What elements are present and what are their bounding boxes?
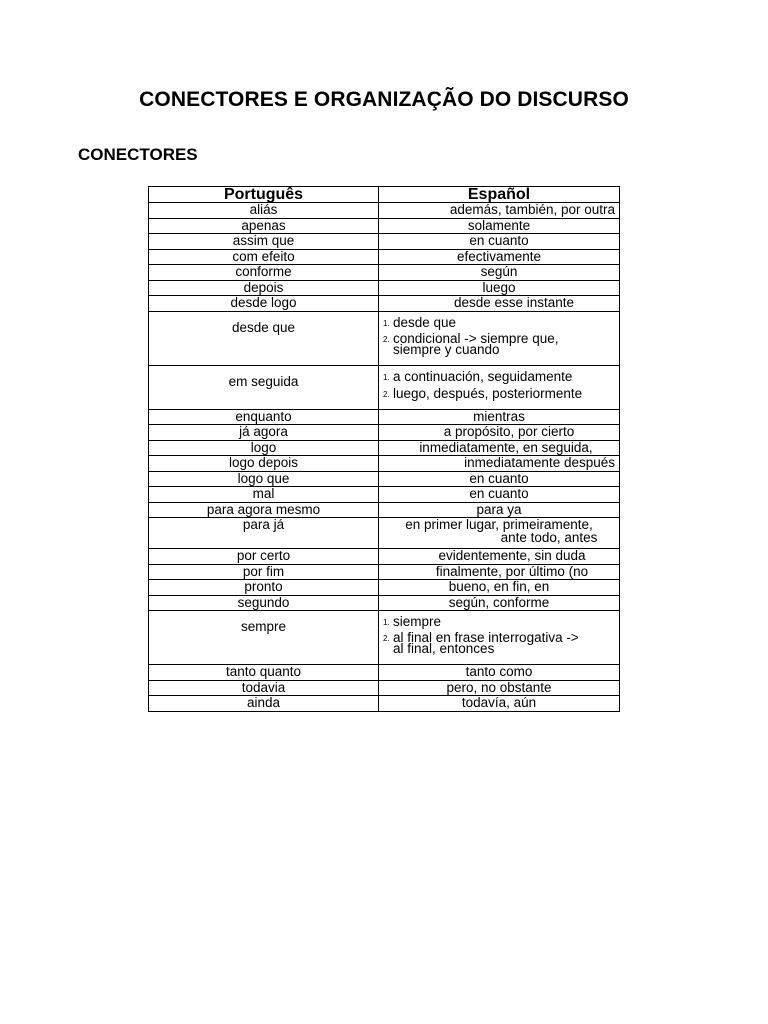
spanish-cell: bueno, en fin, en [379, 580, 620, 596]
table-row [149, 518, 620, 549]
spanish-cell: en cuanto [379, 487, 620, 503]
spanish-cell: en cuanto [379, 471, 620, 487]
table-row [149, 218, 620, 234]
portuguese-cell: conforme [149, 265, 379, 281]
spanish-cell: luego [379, 280, 620, 296]
page-title: CONECTORES E ORGANIZAÇÃO DO DISCURSO [139, 88, 629, 111]
spanish-cell [379, 365, 620, 409]
spanish-multiline [379, 518, 619, 544]
portuguese-cell: já agora [149, 425, 379, 441]
table-row [149, 564, 620, 580]
portuguese-cell: para agora mesmo [149, 502, 379, 518]
list-text: a continuación, seguidamente [393, 368, 573, 384]
portuguese-cell: tanto quanto [149, 665, 379, 681]
spanish-cell [379, 518, 620, 549]
table-row [149, 665, 620, 681]
table-row [149, 296, 620, 312]
list-text: condicional -> siempre que, [393, 330, 559, 346]
spanish-cell: tanto como [379, 665, 620, 681]
spanish-cell: pero, no obstante [379, 680, 620, 696]
table-row [149, 234, 620, 250]
list-number: 1. [383, 372, 390, 382]
spanish-cell: todavía, aún [379, 696, 620, 712]
portuguese-cell: desde que [149, 311, 379, 365]
spanish-cell: según, conforme [379, 595, 620, 611]
portuguese-cell: em seguida [149, 365, 379, 409]
table-row [149, 311, 620, 365]
numbered-list [379, 611, 619, 655]
list-number: 2. [383, 334, 390, 344]
table-header-row [149, 187, 620, 203]
table-row [149, 471, 620, 487]
table-row [149, 595, 620, 611]
table-row [149, 487, 620, 503]
portuguese-cell: logo depois [149, 456, 379, 472]
spanish-line-1: en primer lugar, primeiramente, [405, 517, 593, 532]
numbered-list [379, 312, 619, 356]
list-number: 1. [383, 318, 390, 328]
spanish-line-2: ante todo, antes [500, 530, 598, 545]
list-item [383, 370, 619, 384]
portuguese-cell: apenas [149, 218, 379, 234]
list-text: desde que [393, 314, 457, 330]
table-row [149, 440, 620, 456]
table-row [149, 203, 620, 219]
section-heading: CONECTORES [78, 145, 198, 164]
spanish-cell: mientras [379, 409, 620, 425]
spanish-cell: inmediatamente, en seguida, [379, 440, 620, 456]
column-header-spanish: Español [379, 187, 620, 203]
table-row [149, 265, 620, 281]
list-number: 1. [383, 618, 390, 627]
list-item [383, 332, 619, 356]
connectors-table [148, 186, 620, 712]
table-row [149, 425, 620, 441]
list-continuation: al final, entonces [393, 641, 495, 656]
portuguese-cell: por fim [149, 564, 379, 580]
spanish-cell: según [379, 265, 620, 281]
table-row [149, 456, 620, 472]
spanish-cell: inmediatamente después [379, 456, 620, 472]
spanish-cell: a propósito, por cierto [379, 425, 620, 441]
list-continuation: siempre y cuando [393, 341, 500, 357]
spanish-cell: en cuanto [379, 234, 620, 250]
list-number: 2. [383, 634, 390, 643]
portuguese-cell: sempre [149, 611, 379, 665]
portuguese-cell: todavia [149, 680, 379, 696]
table-row [149, 611, 620, 665]
list-text: siempre [393, 614, 442, 629]
portuguese-cell: logo que [149, 471, 379, 487]
portuguese-cell: logo [149, 440, 379, 456]
spanish-cell: desde esse instante [379, 296, 620, 312]
portuguese-cell: pronto [149, 580, 379, 596]
list-number: 2. [383, 389, 390, 399]
spanish-cell [379, 611, 620, 665]
list-item [383, 631, 619, 655]
portuguese-cell: segundo [149, 595, 379, 611]
spanish-cell: solamente [379, 218, 620, 234]
spanish-cell: finalmente, por último (no [379, 564, 620, 580]
portuguese-cell: desde logo [149, 296, 379, 312]
table-row [149, 409, 620, 425]
table-row [149, 580, 620, 596]
list-item [383, 316, 619, 330]
portuguese-cell: depois [149, 280, 379, 296]
portuguese-cell: para já [149, 518, 379, 549]
list-text: luego, después, posteriormente [393, 385, 583, 401]
spanish-cell: además, también, por outra [379, 203, 620, 219]
portuguese-cell: por certo [149, 549, 379, 565]
spanish-cell: para ya [379, 502, 620, 518]
table-row [149, 696, 620, 712]
portuguese-cell: assim que [149, 234, 379, 250]
list-text: al final en frase interrogativa -> [393, 630, 579, 645]
table-row [149, 280, 620, 296]
list-item [383, 615, 619, 629]
portuguese-cell: aliás [149, 203, 379, 219]
portuguese-cell: mal [149, 487, 379, 503]
list-item [383, 387, 619, 401]
spanish-cell: efectivamente [379, 249, 620, 265]
portuguese-cell: ainda [149, 696, 379, 712]
table-row [149, 365, 620, 409]
column-header-portuguese: Português [149, 187, 379, 203]
portuguese-cell: com efeito [149, 249, 379, 265]
table-row [149, 249, 620, 265]
table-row [149, 680, 620, 696]
spanish-cell [379, 311, 620, 365]
numbered-list [379, 366, 619, 401]
portuguese-cell: enquanto [149, 409, 379, 425]
table-row [149, 502, 620, 518]
table-row [149, 549, 620, 565]
spanish-cell: evidentemente, sin duda [379, 549, 620, 565]
